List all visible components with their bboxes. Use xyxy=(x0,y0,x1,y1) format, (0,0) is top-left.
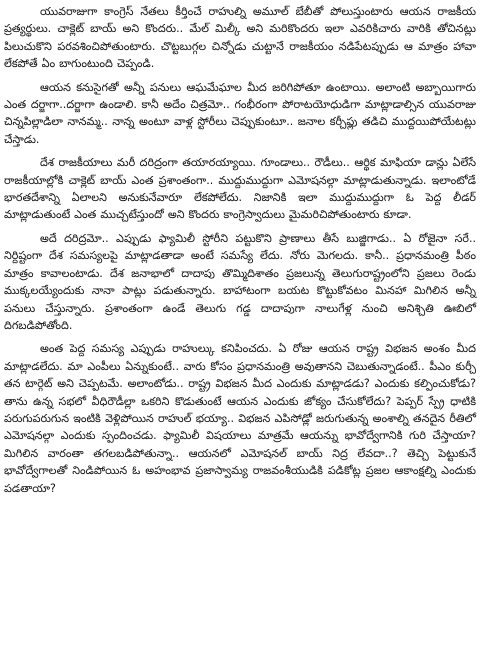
paragraph-4: అదే దరిద్రమో.. ఎప్పుడు ఫ్యామిలీ స్టోరీని పట్టుకొని ప్రాణాలు తీసే బుజ్జిగాడు.. ఏ రోజైనా సరే.. నిర్దిష్టంగా దేశ సమస్యలపై మాట్లాడతాడా అంటే సమస్యే లేదు. నోరు మెగలదు. కానీ.. ప్రధానమంత్రి పీఠం మాత్రం కావాలంటాడు. దేశ జనాభాలో దాదాపు తొమ్మిదిశాతం ప్రజలున్న తెలుగురాష్ట్రంలోని ప్రజలు రెండు ముక్కలయ్యేందుకు నానా పాట్లు పడుతున్నారు. బాహాటంగా బయట కొట్టుకోవటం మినహా మిగిలిన అన్నీ పనులు చేస్తున్నారు. ప్రశాంతంగా ఉండే తెలుగు గడ్డ దాదాపుగా నాలుగేళ్ల నుంచి అనిశ్చితి ఊబిలో దిగబడిపోతోంది. xyxy=(4,231,476,332)
paragraph-3: దేశ రాజకీయాలు మరీ దరిద్రంగా తయారయ్యాయి. గూండాలు.. రౌడీలు.. ఆర్థిక మాఫియా డాన్లు ఏలేసే రాజకీయాల్లోకి చాక్లెట్ బాయ్ ఎంత ప్రశాంతంగా.. ముద్దుముద్దుగా ఎమోషనల్గా మాట్లాడుతున్నాడు. ఇలాంటోడే భారతదేశాన్ని ఏలాలని అనుకునేవారూ లేకపోలేదు. నిజానికి ఇలా ముద్దుముద్దుగా ఓ పెద్ద లీడర్ మాట్లాడుతుంటే ఎంత ముచ్చటేస్తుందో అని కొందరు కాంగ్రెస్వాదులు మైమరిచిపోతుంటారు కూడా. xyxy=(4,156,476,222)
paragraph-2: ఆయన కనుసైగతో అన్నీ పనులు ఆఘమేఘాల మీద జరిగిపోతూ ఉంటాయి. అలాంటి అబ్బాయిగారు ఎంత దర్జాగా..దర్జాగా ఉండాలి. కానీ అదేం చిత్రమో.. గంభీరంగా పోరాటయోధుడిగా మాట్లాడాల్సిన యువరాజు చిన్నపిల్లాడిలా నానమ్మ.. నాన్న అంటూ వాళ్ల స్టోరీలు చెప్పుకుంటూ.. జనాల కర్చీఫ్లు తడిచి ముద్దయిపోయేటట్లు చేస్తాడు. xyxy=(4,80,476,146)
paragraph-5: అంత పెద్ద సమస్య ఎప్పుడు రాహుల్కు కనిపించదు. ఏ రోజు ఆయన రాష్ట్ర విభజన అంశం మీద మాట్లాడలేదు. మా ఎంపీలు ఏన్నుకుంటే.. వారు కోసం ప్రధానమంత్రి అవుతానని చెబుతున్నాడంటే.. పీఎం కుర్చీ తన టార్గెట్ అని చెప్పటమే. అలాంటోడు.. రాష్ట్ర విభజన మీద ఎందుకు మాట్లాడడు? ఎందుకు కల్పించుకోడు? తాను ఉన్న సభలో వీధిరౌడీల్లా ఒకరిని కొడుతుంటే ఆయన ఎందుకు జోక్యం చేసుకోలేదు? పెప్పర్ స్ప్రే ధాటికి పరుగుపరుగున ఇంటికి వెళ్లిపోయిన రాహుల్ భయ్యా.. విభజన ఎపిసోడ్లో జరుగుతున్న అంశాల్ని తనదైన రీతిలో ఎమోషనల్గా ఎందుకు స్పందించడు. ఫ్యామిలీ విషయాలు మాత్రమే ఆయన్ను భావోద్వేగానికి గురి చేస్తాయా? మిగిలిన వారంతా తగలబడిపోతున్నా.. ఆయనలో ఎమోషనల్ బాయ్ నిద్ర లేవదా..? తెచ్చి పెట్టుకునే భావోద్వేగాలతో నిండిపోయిన ఓ అహంభావ ప్రజాస్వామ్య రాజవంశీయుడికి పడికోట్ల ప్రజల ఆకాంక్షల్ని ఎందుకు పడతాయా? xyxy=(4,342,476,495)
paragraph-1: యువరాజుగా కాంగ్రెస్ నేతలు కీర్తించే రాహుల్ని అమూల్ బేబీతో పోలుస్తుంటారు ఆయన రాజకీయ ప్రత్యర్థులు. చాక్లెట్ బాయ్ అని కొందరు.. మేల్ మిల్కీ అని మరికొందరు ఇలా ఎవరికిచారు వారికి తోచినట్లు పిలుచుకొని పరవశించిపోతుంటారు. చొట్టబుగ్గల చిన్నోడు చుట్టానే రాజకీయం నడిపేటప్పుడు ఆ మాత్రం హావా లేకపోతే ఏం బాగుంటుంది చెప్పండి. xyxy=(4,5,476,71)
